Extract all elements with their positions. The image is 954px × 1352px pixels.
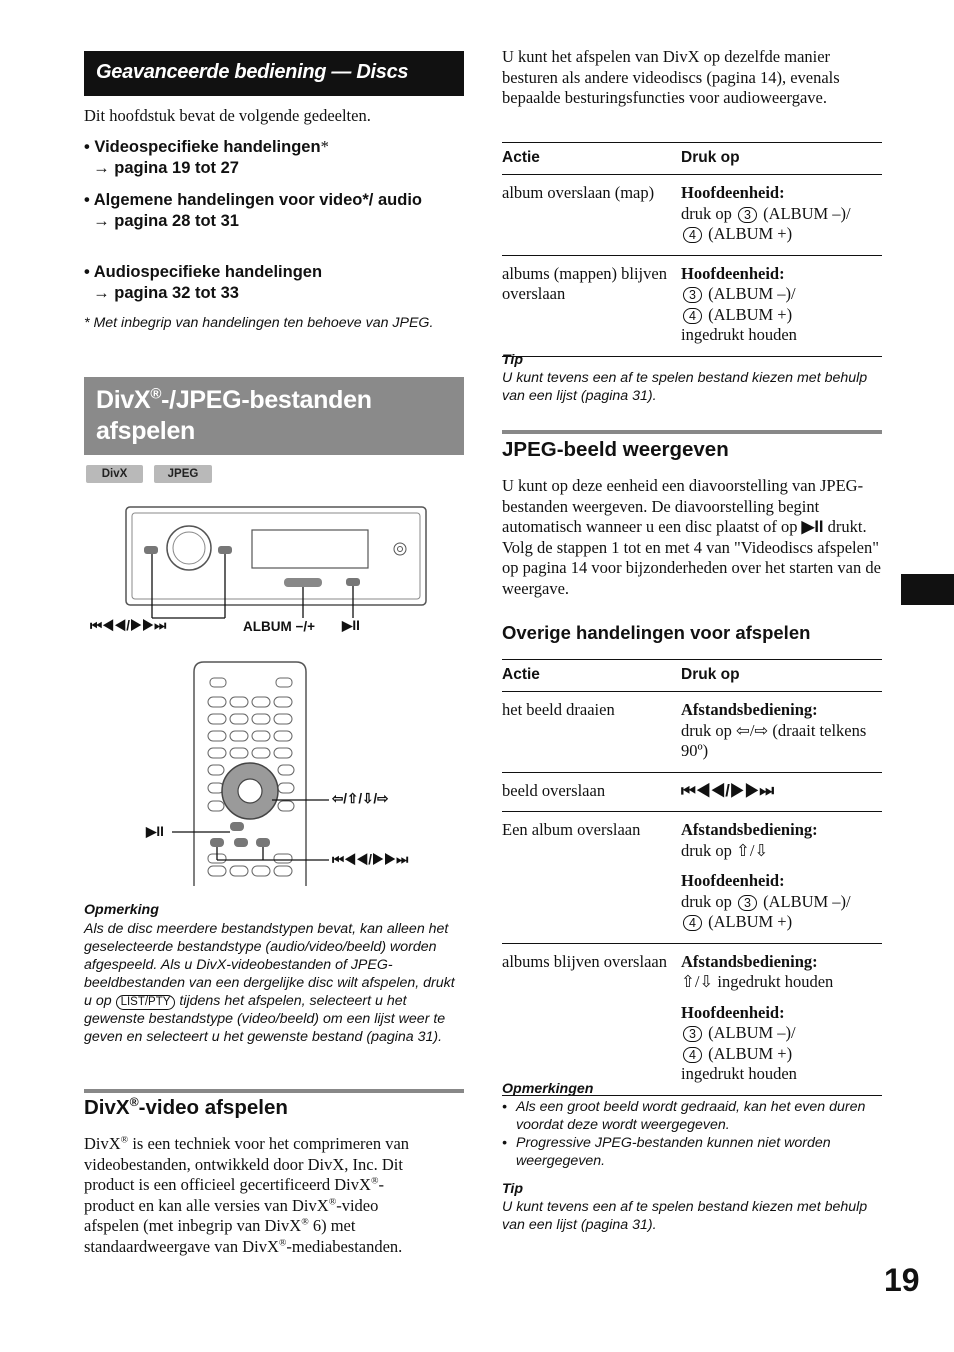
chapter-title: Geavanceerde bediening — Discs <box>84 51 464 96</box>
page-number: 19 <box>884 1262 920 1298</box>
bullet-video: • Videospecifieke handelingen* → pagina 19 tot 27 <box>84 137 329 177</box>
jpeg-heading: JPEG-beeld weergeven <box>502 438 729 461</box>
table-divx-actions <box>502 142 882 357</box>
divx-badge: DivX <box>86 465 143 483</box>
chapter-tab-marker <box>901 574 954 605</box>
note-text: Als de disc meerdere bestandstypen bevat, kan alleen het geselecteerde bestandstype (audio/video/beeld) worden afgespeeld. Als u DivX-videobestanden of JPEG-beeldbestanden van een dergelijke disc wilt afspelen, drukt u op LIST/PTY tijdens het afspelen, selecteert u het gewenste bestandstype (video/beeld) om een lijst weer te geven en selecteert u het gewenste bestand (pagina 31). <box>84 921 455 1045</box>
table-row: album overslaan (map) Hoofdeenheid: druk op 3 (ALBUM –)/ 4 (ALBUM +) <box>502 175 882 256</box>
th-actie: Actie <box>502 660 681 692</box>
other-heading: Overige handelingen voor afspelen <box>502 622 811 643</box>
tip1-text: U kunt tevens een af te spelen bestand kiezen met behulp van een lijst (pagina 31). <box>502 370 868 404</box>
divider <box>502 430 882 434</box>
tip1-title: Tip <box>502 352 524 368</box>
note-item-1: • Als een groot beeld wordt gedraaid, kan het even duren voordat deze wordt weergegeven. <box>502 1099 866 1133</box>
th-actie: Actie <box>502 143 681 175</box>
table-jpeg-actions <box>502 659 882 1096</box>
table-row: het beeld draaien Afstandsbediening: druk op ⇦/⇨ (draait telkens 90º) <box>502 692 882 773</box>
note-title: Opmerking <box>84 902 159 918</box>
th-druk-op: Druk op <box>681 143 882 175</box>
table-row: Een album overslaan Afstandsbediening: druk op ⇧/⇩ Hoofdeenheid: druk op 3 (ALBUM –)/ 4 (ALBUM +) <box>502 812 882 944</box>
footnote: * Met inbegrip van handelingen ten behoeve van JPEG. <box>84 315 434 331</box>
notes-title: Opmerkingen <box>502 1081 594 1097</box>
tip2-text: U kunt tevens een af te spelen bestand kiezen met behulp van een lijst (pagina 31). <box>502 1199 868 1233</box>
section-title: DivX®-/JPEG-bestanden afspelen <box>84 377 464 455</box>
th-druk-op: Druk op <box>681 660 882 692</box>
table-row: albums blijven overslaan Afstandsbediening: ⇧/⇩ ingedrukt houden Hoofdeenheid: 3 (ALBUM –)/ 4 (ALBUM +) ingedrukt houden <box>502 943 882 1095</box>
divx-heading: DivX®-video afspelen <box>84 1095 288 1119</box>
jpeg-badge: JPEG <box>154 465 212 483</box>
seek-label: ⏮◀◀/▶▶⏭ <box>90 618 167 633</box>
table-row: albums (mappen) blijven overslaan Hoofdeenheid: 3 (ALBUM –)/ 4 (ALBUM +) ingedrukt houden <box>502 255 882 356</box>
right-intro: U kunt het afspelen van DivX op dezelfde manier besturen als andere videodiscs (pagina 14), evenals bepaalde besturingsfuncties voor audioweergave. <box>502 47 840 107</box>
table-row: beeld overslaan ⏮◀◀/▶▶⏭ <box>502 772 882 812</box>
remote-seek-label: ⏮◀◀/▶▶⏭ <box>332 852 409 867</box>
play-label: ▶II <box>342 618 360 633</box>
jpeg-paragraph: U kunt op deze eenheid een diavoorstelling van JPEG-bestanden weergeven. De diavoorstelling begint automatisch wanneer u een disc plaatst of op ▶II drukt. Volg de stappen 1 tot en met 4 van "Videodiscs afspelen" op pagina 14 voor bijzonderheden over het starten van de weergave. <box>502 476 881 598</box>
note-item-2: • Progressive JPEG-bestanden kunnen niet worden weergegeven. <box>502 1135 831 1169</box>
divider <box>84 1089 464 1093</box>
intro-text: Dit hoofdstuk bevat de volgende gedeelten. <box>84 106 371 125</box>
bullet-general: • Algemene handelingen voor video*/ audio → pagina 28 tot 31 <box>84 191 422 230</box>
divx-paragraph: DivX® is een techniek voor het comprimeren van videobestanden, ontwikkeld door DivX, Inc. Dit product is een officieel gecertificeerd DivX®- product en kan alle versies van DivX®-video afspelen (met inbegrip van DivX® 6) met standaardweergave van DivX®-mediabestanden. <box>84 1134 410 1256</box>
album-label: ALBUM −/+ <box>243 619 316 634</box>
list-pty-key: LIST/PTY <box>116 995 176 1010</box>
bullet-audio: • Audiospecifieke handelingen → pagina 32 tot 33 <box>84 263 323 302</box>
remote-play-label: ▶II <box>146 824 164 839</box>
arrows-label: ⇦/⇧/⇩/⇨ <box>332 791 389 806</box>
tip2-title: Tip <box>502 1181 524 1197</box>
